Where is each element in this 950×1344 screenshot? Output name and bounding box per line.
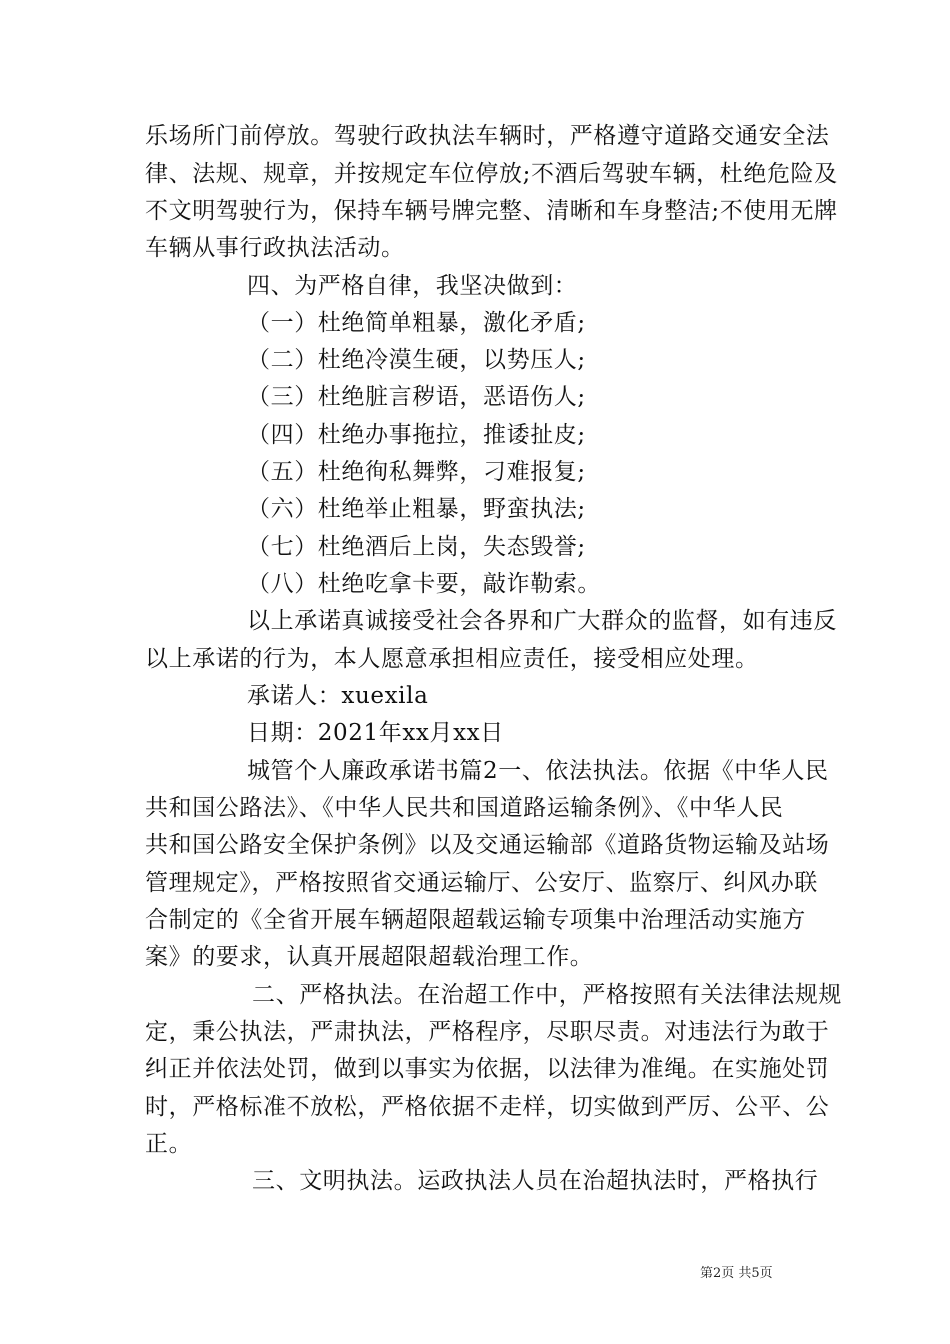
list-item: （八）杜绝吃拿卡要，敲诈勒索。: [247, 571, 601, 597]
text-line: 纠正并依法处罚，做到以事实为依据，以法律为准绳。在实施处罚: [145, 1056, 830, 1082]
list-item: （三）杜绝脏言秽语，恶语伤人;: [247, 384, 586, 410]
text-line: 城管个人廉政承诺书篇2一、依法执法。依据《中华人民: [247, 758, 829, 784]
text-line: 以上承诺真诚接受社会各界和广大群众的监督，如有违反: [247, 608, 837, 634]
text-line: 合制定的《全省开展车辆超限超载运输专项集中治理活动实施方: [145, 907, 806, 933]
list-item: （二）杜绝冷漠生硬，以势压人;: [247, 347, 586, 373]
text-line: 共和国公路法》、《中华人民共和国道路运输条例》、《中华人民: [145, 795, 784, 821]
date-line: 日期：2021年xx月xx日: [247, 720, 504, 746]
page-number: 第2页 共5页: [700, 1266, 773, 1281]
text-line: 正。: [145, 1131, 193, 1157]
text-line: 以上承诺的行为，本人愿意承担相应责任，接受相应处理。: [145, 646, 759, 672]
list-item: （四）杜绝办事拖拉，推诿扯皮;: [247, 422, 586, 448]
text-line: 时，严格标准不放松，严格依据不走样，切实做到严厉、公平、公: [145, 1094, 830, 1120]
text-line: 定，秉公执法，严肃执法，严格程序，尽职尽责。对违法行为敢于: [145, 1019, 830, 1045]
text-line: 二、严格执法。在治超工作中，严格按照有关法律法规规: [252, 982, 842, 1008]
signer-line: 承诺人：xuexila: [247, 683, 429, 709]
text-line: 车辆从事行政执法活动。: [145, 235, 405, 261]
list-item: （五）杜绝徇私舞弊，刁难报复;: [247, 459, 586, 485]
section-heading: 四、为严格自律，我坚决做到：: [247, 273, 578, 299]
list-item: （一）杜绝简单粗暴，激化矛盾;: [247, 310, 586, 336]
list-item: （七）杜绝酒后上岗，失态毁誉;: [247, 534, 586, 560]
text-line: 共和国公路安全保护条例》以及交通运输部《道路货物运输及站场: [145, 832, 830, 858]
text-line: 三、文明执法。运政执法人员在治超执法时，严格执行: [252, 1168, 819, 1194]
text-line: 不文明驾驶行为，保持车辆号牌完整、清晰和车身整洁;不使用无牌: [145, 198, 838, 224]
text-line: 乐场所门前停放。驾驶行政执法车辆时，严格遵守道路交通安全法: [145, 123, 830, 149]
text-line: 案》的要求，认真开展超限超载治理工作。: [145, 944, 594, 970]
text-line: 律、法规、规章，并按规定车位停放;不酒后驾驶车辆，杜绝危险及: [145, 161, 838, 187]
list-item: （六）杜绝举止粗暴，野蛮执法;: [247, 496, 586, 522]
text-line: 管理规定》，严格按照省交通运输厅、公安厅、监察厅、纠风办联: [145, 870, 818, 896]
